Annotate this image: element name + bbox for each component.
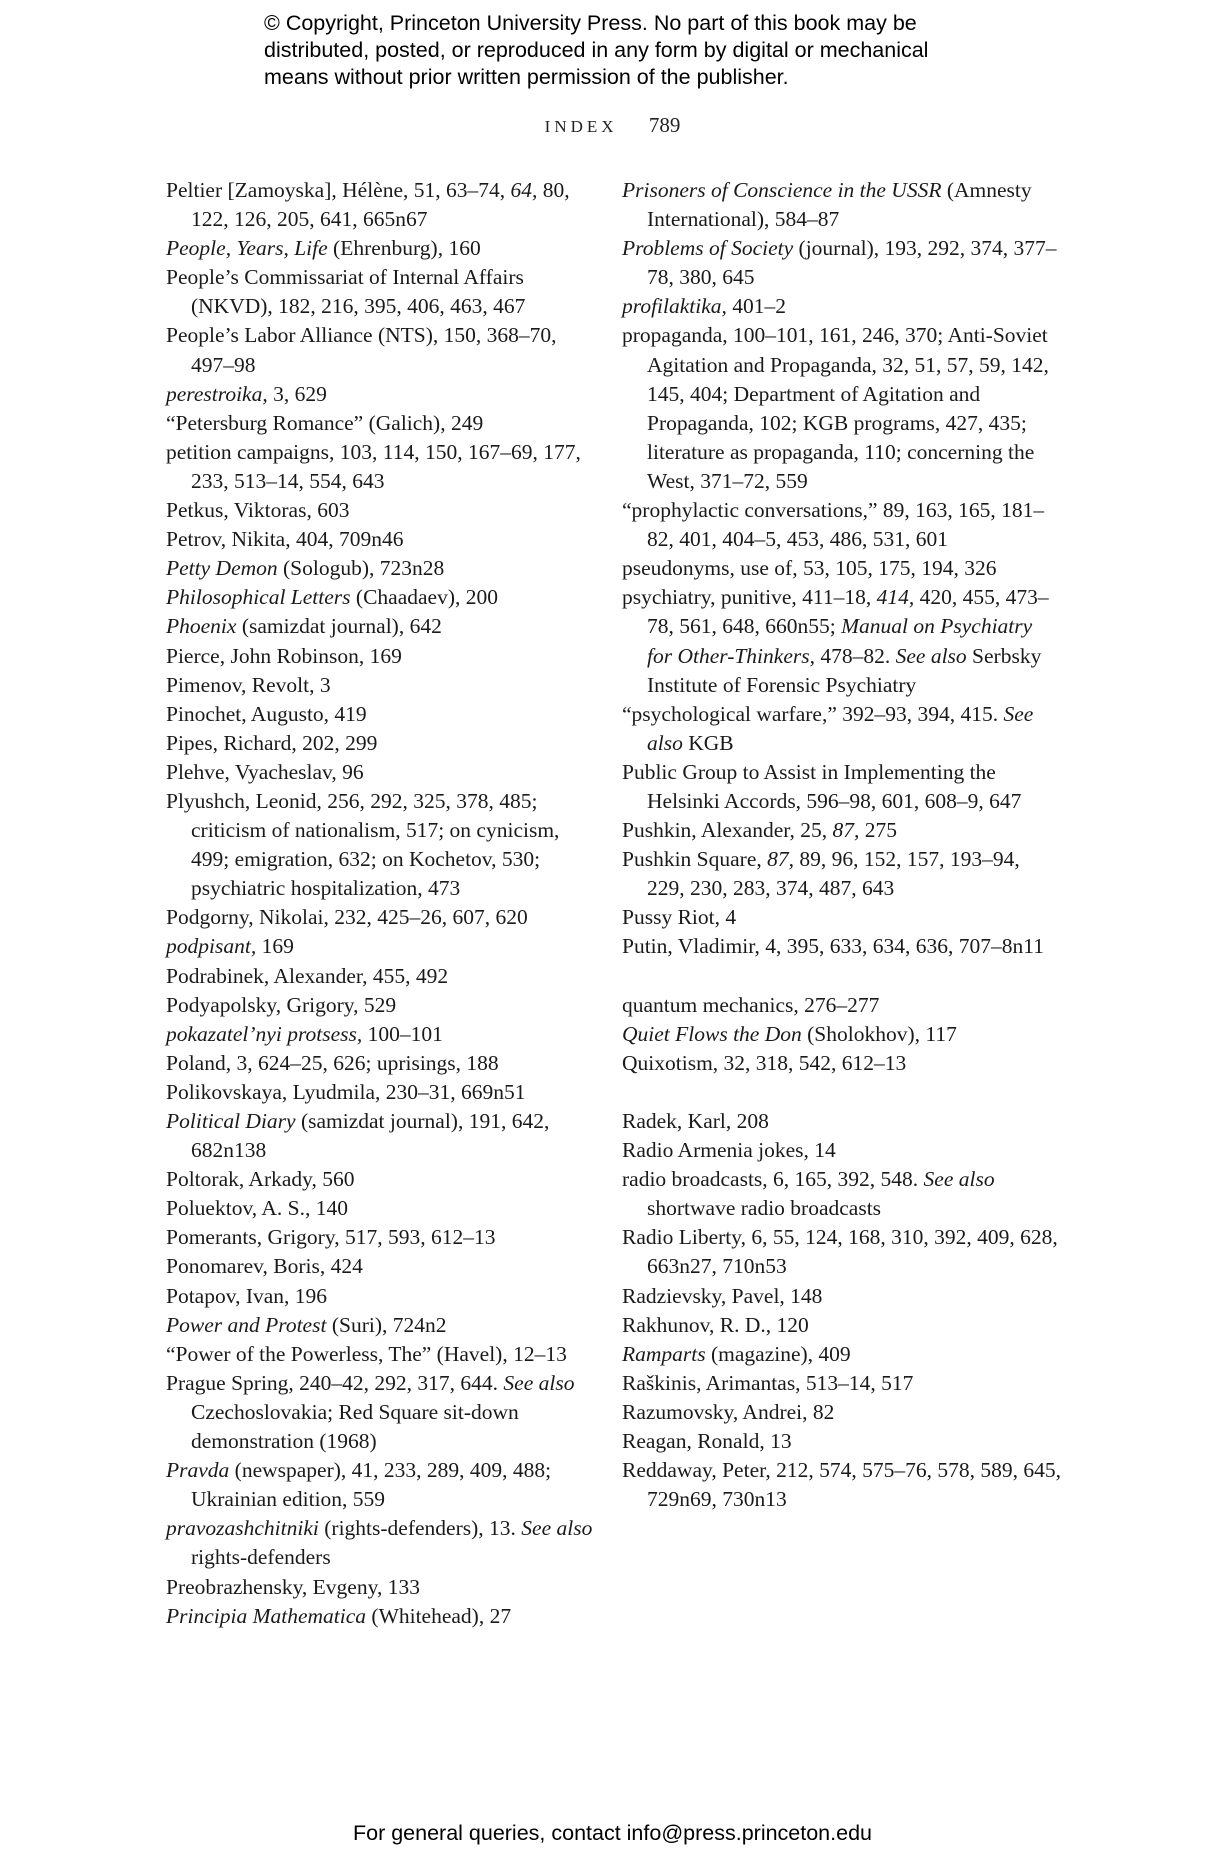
copyright-notice (264, 10, 1024, 91)
index-entry: “psychological warfare,” 392–93, 394, 415. See also KGB (622, 701, 1034, 755)
index-entry: Prague Spring, 240–42, 292, 317, 644. See also Czechoslovakia; Red Square sit-down demonstration (1968) (166, 1370, 575, 1454)
index-entry: propaganda, 100–101, 161, 246, 370; Anti-Soviet Agitation and Propaganda, 32, 51, 57, 59, 142, 145, 404; Department of Agitation and Propaganda, 102; KGB programs, 427, 435; literature as propaganda, 110; concerning the West, 371–72, 559 (622, 323, 1049, 493)
index-entry: Pushkin, Alexander, 25, 87, 275 (622, 818, 898, 843)
index-entry: Radio Liberty, 6, 55, 124, 168, 310, 392, 409, 628, 663n27, 710n53 (622, 1225, 1058, 1279)
index-entry: Podgorny, Nikolai, 232, 425–26, 607, 620 (166, 905, 528, 930)
section-gap (622, 1078, 1062, 1107)
index-entry: People’s Commissariat of Internal Affairs (NKVD), 182, 216, 395, 406, 463, 467 (166, 265, 526, 319)
index-entry: Petrov, Nikita, 404, 709n46 (166, 527, 404, 552)
running-head (0, 110, 1225, 142)
index-entry: podpisant, 169 (166, 934, 294, 959)
index-entry: Podyapolsky, Grigory, 529 (166, 992, 397, 1017)
index-entry: Petty Demon (Sologub), 723n28 (166, 556, 445, 581)
index-entry: Quixotism, 32, 318, 542, 612–13 (622, 1050, 907, 1075)
index-entry: Potapov, Ivan, 196 (166, 1283, 328, 1308)
index-entry: Polikovskaya, Lyudmila, 230–31, 669n51 (166, 1079, 526, 1104)
index-entry: Poltorak, Arkady, 560 (166, 1167, 355, 1192)
index-entry: “Petersburg Romance” (Galich), 249 (166, 410, 484, 435)
index-entry: Pushkin Square, 87, 89, 96, 152, 157, 193–94, 229, 230, 283, 374, 487, 643 (622, 847, 1020, 901)
index-entry: Quiet Flows the Don (Sholokhov), 117 (622, 1021, 957, 1046)
index-column-right (622, 176, 1062, 1514)
index-entry: Power and Protest (Suri), 724n2 (166, 1312, 447, 1337)
index-entry: Reddaway, Peter, 212, 574, 575–76, 578, 589, 645, 729n69, 730n13 (622, 1458, 1062, 1512)
index-entry: People, Years, Life (Ehrenburg), 160 (166, 236, 481, 261)
index-entry: Public Group to Assist in Implementing the Helsinki Accords, 596–98, 601, 608–9, 647 (622, 759, 1022, 813)
index-entry: psychiatry, punitive, 411–18, 414, 420, 455, 473–78, 561, 648, 660n55; Manual on Psychiatry for Other-Thinkers, 478–82. See also Serbsky Institute of Forensic Psychiatry (622, 585, 1049, 697)
index-entry: profilaktika, 401–2 (622, 294, 787, 319)
index-entry: Rakhunov, R. D., 120 (622, 1312, 809, 1337)
index-entry: “Power of the Powerless, The” (Havel), 12–13 (166, 1341, 567, 1366)
index-entry: Reagan, Ronald, 13 (622, 1429, 792, 1454)
index-entry: Pussy Riot, 4 (622, 905, 737, 930)
index-entry: Principia Mathematica (Whitehead), 27 (166, 1603, 512, 1628)
index-entry: Ponomarev, Boris, 424 (166, 1254, 363, 1279)
index-entry: Radio Armenia jokes, 14 (622, 1138, 836, 1163)
index-entry: Poluektov, A. S., 140 (166, 1196, 348, 1221)
index-entry: quantum mechanics, 276–277 (622, 992, 880, 1017)
index-entry: petition campaigns, 103, 114, 150, 167–69, 177, 233, 513–14, 554, 643 (166, 439, 581, 493)
index-entry: Pierce, John Robinson, 169 (166, 643, 402, 668)
index-entry: Plehve, Vyacheslav, 96 (166, 759, 364, 784)
index-entry: Plyushch, Leonid, 256, 292, 325, 378, 485; criticism of nationalism, 517; on cynicism, 499; emigration, 632; on Kochetov, 530; psychiatric hospitalization, 473 (166, 788, 560, 901)
running-head-label: INDEX (544, 117, 618, 136)
index-entry: Political Diary (samizdat journal), 191, 642, 682n138 (166, 1109, 550, 1163)
index-entry: Prisoners of Conscience in the USSR (Amnesty International), 584–87 (622, 178, 1032, 232)
index-entry: pseudonyms, use of, 53, 105, 175, 194, 326 (622, 556, 997, 581)
index-entry: perestroika, 3, 629 (166, 381, 327, 406)
index-entry: Razumovsky, Andrei, 82 (622, 1399, 835, 1424)
index-entry: Philosophical Letters (Chaadaev), 200 (166, 585, 499, 610)
copyright-line: distributed, posted, or reproduced in any form by digital or mechanical (264, 38, 929, 62)
index-entry: Podrabinek, Alexander, 455, 492 (166, 963, 449, 988)
copyright-line: means without prior written permission of the publisher. (264, 65, 789, 89)
copyright-line: © Copyright, Princeton University Press. No part of this book may be (264, 11, 917, 35)
index-entry: Petkus, Viktoras, 603 (166, 498, 350, 523)
index-entry: Pomerants, Grigory, 517, 593, 612–13 (166, 1225, 496, 1250)
index-entry: Pimenov, Revolt, 3 (166, 672, 331, 697)
index-entry: radio broadcasts, 6, 165, 392, 548. See also shortwave radio broadcasts (622, 1167, 995, 1221)
index-entry: pokazatel’nyi protsess, 100–101 (166, 1021, 443, 1046)
index-entry: Raškinis, Arimantas, 513–14, 517 (622, 1370, 914, 1395)
page-number: 789 (648, 113, 681, 137)
index-entry: Problems of Society (journal), 193, 292, 374, 377–78, 380, 645 (622, 236, 1057, 290)
index-entry: Pipes, Richard, 202, 299 (166, 730, 378, 755)
footer-contact: For general queries, contact info@press.princeton.edu (352, 1821, 872, 1845)
index-entry: Ramparts (magazine), 409 (622, 1341, 851, 1366)
index-entry: pravozashchitniki (rights-defenders), 13. See also rights-defenders (166, 1516, 593, 1570)
index-entry: “prophylactic conversations,” 89, 163, 165, 181–82, 401, 404–5, 453, 486, 531, 601 (622, 498, 1045, 552)
index-entry: Pinochet, Augusto, 419 (166, 701, 367, 726)
index-entry: Poland, 3, 624–25, 626; uprisings, 188 (166, 1050, 499, 1075)
index-entry: Radzievsky, Pavel, 148 (622, 1283, 823, 1308)
index-entry: Preobrazhensky, Evgeny, 133 (166, 1574, 420, 1599)
section-gap (622, 962, 1062, 991)
index-entry: People’s Labor Alliance (NTS), 150, 368–70, 497–98 (166, 323, 557, 377)
index-entry: Peltier [Zamoyska], Hélène, 51, 63–74, 64, 80, 122, 126, 205, 641, 665n67 (166, 178, 570, 232)
index-entry: Pravda (newspaper), 41, 233, 289, 409, 488; Ukrainian edition, 559 (166, 1458, 552, 1512)
index-entry: Radek, Karl, 208 (622, 1109, 769, 1133)
index-column-left (166, 176, 596, 1631)
index-entry: Putin, Vladimir, 4, 395, 633, 634, 636, 707–8n11 (622, 934, 1044, 959)
index-entry: Phoenix (samizdat journal), 642 (166, 614, 442, 639)
